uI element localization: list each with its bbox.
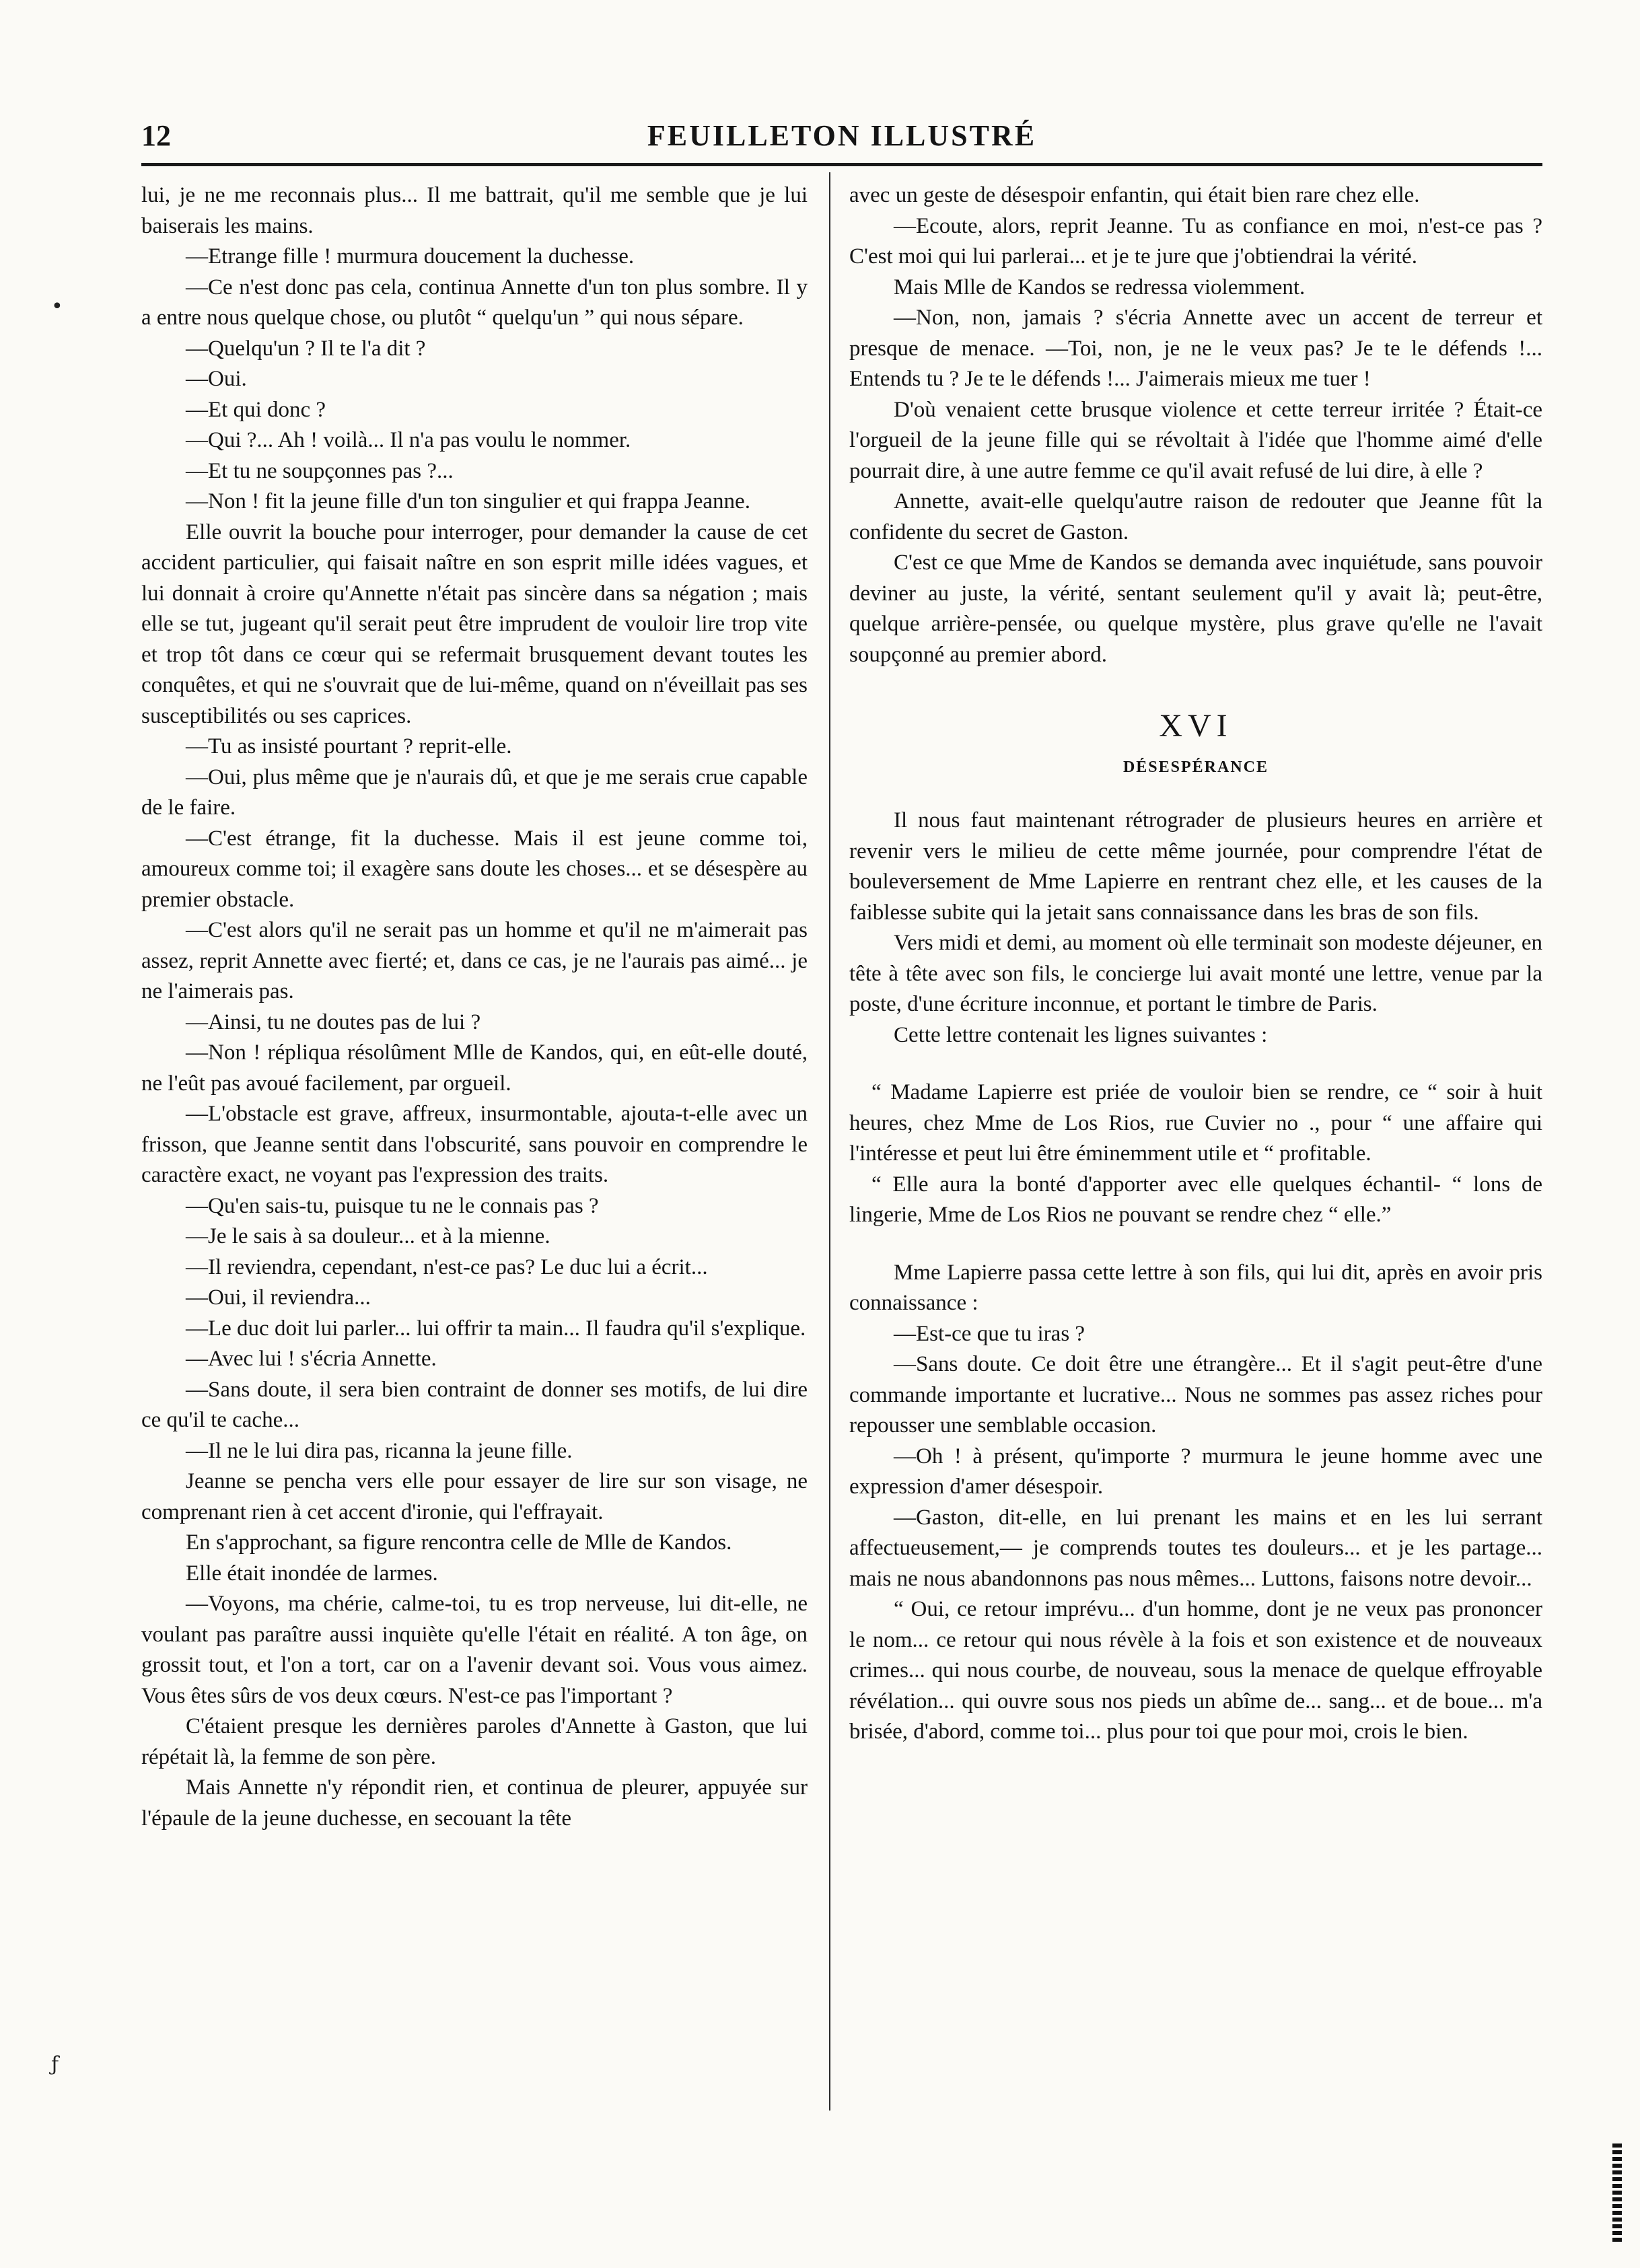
paragraph: —Ecoute, alors, reprit Jeanne. Tu as confiance en moi, n'est-ce pas ? C'est moi qui lui parlerai... et je te jure que j'obtiendrai la vérité. [849,213,1542,269]
paragraph: Annette, avait-elle quelqu'autre raison de redouter que Jeanne fût la confidente du secret de Gaston. [849,489,1542,544]
paragraph: —Avec lui ! s'écria Annette. [186,1347,437,1371]
right-column [849,180,1542,1748]
paragraph: —Ce n'est donc pas cela, continua Annette d'un ton plus sombre. Il y a entre nous quelque chose, ou plutôt “ quelqu'un ” qui nous sépare. [141,275,808,330]
paragraph: —L'obstacle est grave, affreux, insurmontable, ajouta-t-elle avec un frisson, que Jeanne sentit dans l'obscurité, sans pouvoir en comprendre le caractère exact, ne voyant pas l'expression des traits. [141,1102,808,1187]
paragraph: C'étaient presque les dernières paroles d'Annette à Gaston, que lui répétait là, la femme de son père. [141,1714,808,1769]
paragraph: —Voyons, ma chérie, calme-toi, tu es trop nerveuse, lui dit-elle, ne voulant pas paraître aussi inquiète qu'elle l'était en réalité. A ton âge, on grossit tout, et l'on a tort, car on a l'avenir devant soi. Vous vous aimez. Vous êtes sûrs de vos deux cœurs. N'est-ce pas l'important ? [141,1592,808,1708]
letter-paragraph: “ Elle aura la bonté d'apporter avec elle quelques échantil- “ lons de lingerie, Mme de Los Rios ne pouvant se rendre chez “ elle.” [849,1172,1542,1227]
paragraph: Mais Annette n'y répondit rien, et continua de pleurer, appuyée sur l'épaule de la jeune duchesse, en secouant la tête [141,1775,808,1831]
letter-paragraph: “ Madame Lapierre est priée de vouloir bien se rendre, ce “ soir à huit heures, chez Mme de Los Rios, rue Cuvier no ., pour “ une affaire qui l'intéresse et peut lui être éminemment utile et “ profitable. [849,1080,1542,1166]
column-divider [829,172,830,2111]
left-column [141,180,808,1834]
running-title: FEUILLETON ILLUSTRÉ [647,119,1037,152]
paragraph: —Gaston, dit-elle, en lui prenant les mains et en les lui serrant affectueusement,— je comprends toutes tes douleurs... et je les partage... mais ne nous abandonnons pas nous mêmes... Luttons, faisons notre devoir... [849,1505,1542,1591]
paragraph: Cette lettre contenait les lignes suivantes : [894,1022,1268,1047]
page-header [141,113,1542,160]
paragraph: —Etrange fille ! murmura doucement la duchesse. [186,244,635,269]
paragraph: —Oui. [186,367,247,391]
paragraph: —Oh ! à présent, qu'importe ? murmura le jeune homme avec une expression d'amer désespoir. [849,1444,1542,1499]
margin-ink-mark: ƒ [51,2053,59,2076]
paragraph: —Ainsi, tu ne doutes pas de lui ? [186,1009,481,1034]
paragraph: —Je le sais à sa douleur... et à la mienne. [186,1224,550,1248]
paragraph: Elle ouvrit la bouche pour interroger, pour demander la cause de cet accident particulier, qui faisait naître en son esprit mille idées vagues, et lui donnait à croire qu'Annette n'était pas sincère dans sa négation ; mais elle se tut, jugeant qu'il serait peut être imprudent de vouloir lire trop vite et trop tôt dans ce cœur qui se refermait brusquement devant toutes les conquêtes, et qui ne s'ouvrait que de lui-même, quand on n'éveillait pas ses susceptibilités ou ses caprices. [141,520,808,728]
paragraph: —Non ! répliqua résolûment Mlle de Kandos, qui, en eût-elle douté, ne l'eût pas avoué facilement, par orgueil. [141,1040,808,1096]
paragraph: —Sans doute. Ce doit être une étrangère... Et il s'agit peut-être d'une commande importante et lucrative... Nous ne sommes pas assez riches pour repousser une semblable occasion. [849,1352,1542,1438]
paragraph: —Est-ce que tu iras ? [894,1321,1085,1346]
paragraph: —C'est étrange, fit la duchesse. Mais il est jeune comme toi, amoureux comme toi; il exagère sans doute les choses... et se désespère au premier obstacle. [141,826,808,912]
paragraph: —Et qui donc ? [186,397,326,422]
paragraph: —Oui, plus même que je n'aurais dû, et que je me serais crue capable de le faire. [141,765,808,820]
paragraph: —Qui ?... Ah ! voilà... Il n'a pas voulu le nommer. [186,428,631,452]
paragraph: Vers midi et demi, au moment où elle terminait son modeste déjeuner, en tête à tête avec son fils, le concierge lui avait monté une lettre, venue par la poste, d'une écriture inconnue, et portant le timbre de Paris. [849,931,1542,1016]
header-rule [141,163,1542,166]
paragraph: —Quelqu'un ? Il te l'a dit ? [186,336,426,361]
margin-dot-mark: • [51,295,63,318]
paragraph: lui, je ne me reconnais plus... Il me battrait, qu'il me semble que je lui baiserais les mains. [141,183,808,238]
paragraph: —Sans doute, il sera bien contraint de donner ses motifs, de lui dire ce qu'il te cache... [141,1377,808,1432]
paragraph: —Le duc doit lui parler... lui offrir ta main... Il faudra qu'il s'explique. [186,1316,806,1341]
paragraph: —Non, non, jamais ? s'écria Annette avec un accent de terreur et presque de menace. —Toi, non, je ne le veux pas? Je te le défends !... Entends tu ? Je te le défends !... J'aimerais mieux me tuer ! [849,306,1542,391]
page-number: 12 [141,119,171,152]
paragraph: “ Oui, ce retour imprévu... d'un homme, dont je ne veux pas prononcer le nom... ce retour qui nous révèle à la fois et son existence et de nouveaux crimes... qui nous courbe, de nouveau, sous la menace de quelque effroyable révélation... qui ouvre sous nos pieds un abîme de... sang... et de boue... m'a brisée, d'abord, comme toi... plus pour toi que pour moi, crois le bien. [849,1597,1542,1744]
paragraph: —Et tu ne soupçonnes pas ?... [186,458,454,483]
paragraph: —Non ! fit la jeune fille d'un ton singulier et qui frappa Jeanne. [186,489,750,513]
paragraph: En s'approchant, sa figure rencontra celle de Mlle de Kandos. [186,1530,732,1555]
scan-edge-mark [1612,2143,1622,2244]
paragraph: avec un geste de désespoir enfantin, qui était bien rare chez elle. [849,183,1420,207]
paragraph: —Il ne le lui dira pas, ricanna la jeune fille. [186,1438,573,1463]
chapter-number: XVI [1159,708,1233,744]
paragraph: Elle était inondée de larmes. [186,1561,438,1586]
paragraph: —Il reviendra, cependant, n'est-ce pas? Le duc lui a écrit... [186,1254,708,1279]
paragraph: —Qu'en sais-tu, puisque tu ne le connais pas ? [186,1193,599,1218]
paragraph: Mme Lapierre passa cette lettre à son fils, qui lui dit, après en avoir pris connaissance : [849,1260,1542,1315]
paragraph: —Oui, il reviendra... [186,1285,371,1310]
quoted-letter [849,1077,1542,1231]
paragraph: —Tu as insisté pourtant ? reprit-elle. [186,734,512,758]
paragraph: Jeanne se pencha vers elle pour essayer de lire sur son visage, ne comprenant rien à cet accent d'ironie, qui l'effrayait. [141,1469,808,1524]
paragraph: Il nous faut maintenant rétrograder de plusieurs heures en arrière et revenir vers le milieu de cette même journée, pour comprendre l'état de bouleversement de Mme Lapierre en rentrant chez elle, et les causes de la faiblesse subite qui la jetait sans connaissance dans les bras de son fils. [849,808,1542,925]
chapter-title: DÉSESPÉRANCE [1122,758,1269,776]
paragraph: C'est ce que Mme de Kandos se demanda avec inquiétude, sans pouvoir deviner au juste, la vérité, sentant seulement qu'il y avait là; peut-être, quelque arrière-pensée, ou quelque mystère, plus grave qu'elle ne l'avait soupçonné au premier abord. [849,551,1542,667]
paragraph: —C'est alors qu'il ne serait pas un homme et qu'il ne m'aimerait pas assez, reprit Annette avec fierté; et, dans ce cas, je ne l'aurais pas aimé... je ne l'aimerais pas. [141,918,808,1003]
paragraph: D'où venaient cette brusque violence et cette terreur irritée ? Était-ce l'orgueil de la jeune fille qui se révoltait à l'idée que l'homme aimé d'elle pourrait dire, à une autre femme ce qu'il avait refusé de lui dire, à elle ? [849,397,1542,483]
paragraph: Mais Mlle de Kandos se redressa violemment. [894,275,1306,299]
